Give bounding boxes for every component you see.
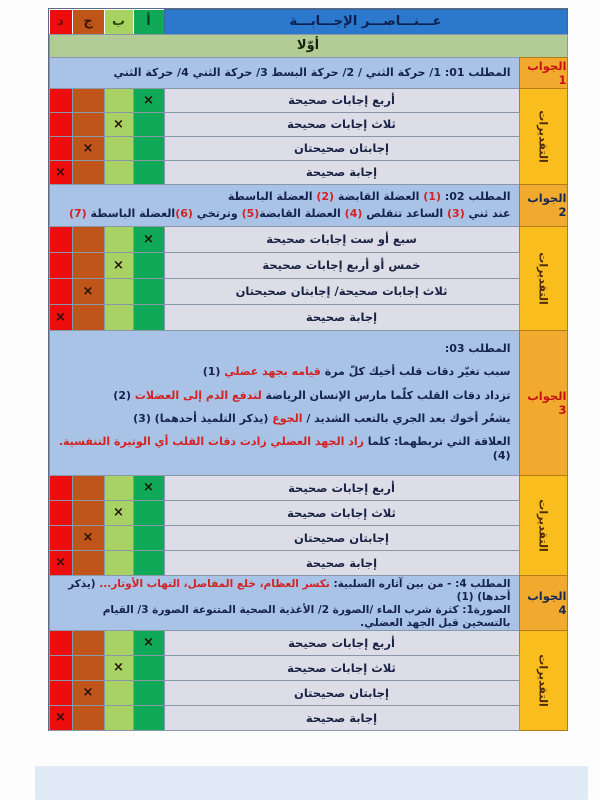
grade-column-cell-j xyxy=(72,136,105,161)
text-segment: يشعُر أخوك بعد الجري بالتعب الشديد / xyxy=(302,412,511,426)
grade-column-cell-a xyxy=(133,160,165,185)
grade-column-cell-d xyxy=(49,252,73,279)
grade-column-cell-a xyxy=(133,705,165,731)
taqdirat-column xyxy=(519,88,568,185)
grade-column-cell-j xyxy=(72,655,105,681)
text-segment: لتدفع الدم إلى العضلات xyxy=(134,388,262,402)
x-mark: × xyxy=(143,231,154,247)
x-mark: × xyxy=(113,505,124,520)
grade-column-cell-j xyxy=(72,475,105,501)
grade-column-cell-j xyxy=(72,680,105,706)
grade-column-cell-a xyxy=(133,680,165,706)
grade-column-cell-j xyxy=(72,278,105,305)
x-mark: × xyxy=(55,309,66,325)
text-segment: (1) xyxy=(423,189,441,203)
taqdirat-column xyxy=(519,226,568,331)
text-segment: (يذكر التلميذ أحدهما) (3) xyxy=(133,412,273,426)
rating-label: أربع إجابات صحيحة xyxy=(164,88,520,113)
x-mark: × xyxy=(82,530,94,545)
x-mark: × xyxy=(55,164,66,180)
rating-label: إجابة صحيحة xyxy=(164,304,520,331)
grade-column-cell-b xyxy=(104,136,134,161)
grade-column-cell-d xyxy=(49,226,73,253)
x-mark: × xyxy=(82,685,94,700)
text-segment: العضلة الباسطة xyxy=(86,206,176,220)
grade-column-cell-j xyxy=(72,226,105,253)
grade-column-cell-a xyxy=(133,655,165,681)
statement-line xyxy=(54,207,511,221)
x-mark: × xyxy=(143,635,154,650)
statement-line xyxy=(54,365,511,379)
grade-column-cell-d xyxy=(49,525,73,551)
grade-column-cell-b xyxy=(104,630,134,656)
rating-label: إجابتان صحيحتان xyxy=(164,680,520,706)
text-segment: المطلب 4: - من بين آثاره السلبية: xyxy=(329,577,511,590)
rating-label: ثلاث إجابات صحيحة xyxy=(164,112,520,137)
grade-column-cell-a xyxy=(133,226,165,253)
text-segment: (7) xyxy=(68,206,87,220)
grade-column-cell-d xyxy=(49,475,73,501)
taqdirat-column xyxy=(519,630,568,731)
text-segment: (6) xyxy=(175,206,193,220)
grade-column-cell-a xyxy=(133,630,165,656)
x-mark: × xyxy=(113,257,124,273)
grade-column-cell-b xyxy=(104,160,134,185)
answer-label: الجواب 1 xyxy=(519,57,568,89)
page-title: عـــنـــاصـــر الإجـــابـــة xyxy=(164,9,568,35)
grade-column-cell-d xyxy=(49,705,73,731)
grade-column-cell-a xyxy=(133,112,165,137)
matlab-statement xyxy=(49,57,520,89)
grade-column-cell-b xyxy=(104,252,134,279)
rating-label: إجابة صحيحة xyxy=(164,550,520,576)
grade-header-d: د xyxy=(49,9,73,35)
grade-header-a: أ xyxy=(133,9,165,35)
x-mark: × xyxy=(113,116,124,132)
statement-line xyxy=(54,190,511,204)
grade-column-cell-a xyxy=(133,500,165,526)
grade-column-cell-j xyxy=(72,304,105,331)
text-segment: (يذكر أحدها) (1) xyxy=(68,577,511,603)
grade-column-cell-j xyxy=(72,630,105,656)
grade-column-cell-j xyxy=(72,112,105,137)
grade-column-cell-a xyxy=(133,304,165,331)
grade-column-cell-a xyxy=(133,136,165,161)
x-mark: × xyxy=(82,283,94,299)
answer-table xyxy=(48,8,568,731)
grade-column-cell-j xyxy=(72,160,105,185)
statement-line xyxy=(54,412,511,426)
text-segment: قيامه بجهد عضلي xyxy=(224,365,321,379)
grade-column-cell-a xyxy=(133,550,165,576)
text-segment: سبب تغيّر دقات قلب أخيك كلّ مرة xyxy=(320,365,511,379)
taqdirat-label: التقديرات xyxy=(536,251,550,305)
grade-column-cell-j xyxy=(72,525,105,551)
grade-column-cell-a xyxy=(133,475,165,501)
grade-column-cell-b xyxy=(104,655,134,681)
grade-column-cell-b xyxy=(104,705,134,731)
text-segment: الجوع xyxy=(272,412,303,426)
statement-line xyxy=(54,578,511,604)
rating-label: ثلاث إجابات صحيحة/ إجابتان صحيحتان xyxy=(164,278,520,305)
text-segment: تكسر العظام، خلع المفاصل، التهاب الأوتار... xyxy=(99,577,330,590)
grade-column-cell-b xyxy=(104,680,134,706)
statement-line xyxy=(54,66,511,80)
text-segment: (3) xyxy=(447,206,465,220)
text-segment: عند ثني xyxy=(464,206,511,220)
taqdirat-label: التقديرات xyxy=(536,109,550,163)
grade-column-cell-j xyxy=(72,88,105,113)
answer-label: الجواب 2 xyxy=(519,184,568,227)
grade-column-cell-d xyxy=(49,680,73,706)
text-segment: العضلة القابضة xyxy=(259,206,345,220)
statement-line xyxy=(54,342,511,356)
text-segment: (4) xyxy=(492,449,511,463)
section-heading: أوّلا xyxy=(49,34,568,58)
grade-column-cell-d xyxy=(49,304,73,331)
grade-column-cell-a xyxy=(133,278,165,305)
grade-column-cell-d xyxy=(49,500,73,526)
grade-column-cell-b xyxy=(104,304,134,331)
grade-header-b: ب xyxy=(104,9,134,35)
grade-column-cell-d xyxy=(49,278,73,305)
text-segment: (2) xyxy=(113,388,135,402)
grade-column-cell-d xyxy=(49,136,73,161)
grade-column-cell-b xyxy=(104,226,134,253)
rating-label: إجابة صحيحة xyxy=(164,160,520,185)
statement-line xyxy=(54,389,511,403)
rating-label: أربع إجابات صحيحة xyxy=(164,630,520,656)
statement-line xyxy=(54,604,511,630)
text-segment: العضلة الباسطة xyxy=(227,189,317,203)
grade-column-cell-a xyxy=(133,88,165,113)
rating-label: إجابتان صحيحتان xyxy=(164,525,520,551)
text-segment: (4) xyxy=(344,206,363,220)
text-segment: (2) xyxy=(316,189,335,203)
rating-label: ثلاث إجابات صحيحة xyxy=(164,655,520,681)
grade-column-cell-d xyxy=(49,655,73,681)
grade-column-cell-j xyxy=(72,550,105,576)
taqdirat-label: التقديرات xyxy=(536,498,550,552)
answer-label: الجواب 3 xyxy=(519,330,568,476)
grade-column-cell-j xyxy=(72,252,105,279)
grade-column-cell-b xyxy=(104,500,134,526)
rating-label: خمس أو أربع إجابات صحيحة xyxy=(164,252,520,279)
grade-column-cell-d xyxy=(49,630,73,656)
x-mark: × xyxy=(143,92,154,108)
matlab-statement xyxy=(49,575,520,631)
grade-column-cell-d xyxy=(49,88,73,113)
rating-label: ثلاث إجابات صحيحة xyxy=(164,500,520,526)
matlab-statement xyxy=(49,330,520,476)
text-segment: تزداد دقات القلب كلّما مارس الإنسان الرياضة xyxy=(261,388,511,402)
grade-column-cell-b xyxy=(104,550,134,576)
grade-header-j: ج xyxy=(72,9,105,35)
text-segment: المطلب 01: 1/ حركة الثني / 2/ حركة البسط 3/ حركة الثني 4/ حركة الثني xyxy=(113,65,511,79)
taqdirat-label: التقديرات xyxy=(536,653,550,707)
grade-column-cell-d xyxy=(49,160,73,185)
grade-column-cell-j xyxy=(72,500,105,526)
text-segment: زاد الجهد العضلي زادت دقات القلب أي الوتيرة التنفسية. xyxy=(58,435,364,449)
x-mark: × xyxy=(82,140,94,156)
matlab-statement xyxy=(49,184,520,227)
text-segment: العلاقة التي تربطهما: كلما xyxy=(363,435,511,449)
grade-column-cell-b xyxy=(104,112,134,137)
text-segment: الساعد تتقلص xyxy=(362,206,447,220)
text-segment: المطلب 03: xyxy=(444,342,511,356)
x-mark: × xyxy=(143,480,154,495)
rating-label: أربع إجابات صحيحة xyxy=(164,475,520,501)
answer-label: الجواب 4 xyxy=(519,575,568,631)
grade-column-cell-d xyxy=(49,112,73,137)
rating-label: سبع أو ست إجابات صحيحة xyxy=(164,226,520,253)
x-mark: × xyxy=(55,555,66,570)
text-segment: المطلب 02: xyxy=(440,189,511,203)
grade-column-cell-j xyxy=(72,705,105,731)
rating-label: إجابة صحيحة xyxy=(164,705,520,731)
statement-line xyxy=(54,435,511,463)
text-segment: وترتخي xyxy=(192,206,242,220)
grade-column-cell-b xyxy=(104,88,134,113)
grade-column-cell-b xyxy=(104,525,134,551)
grade-column-cell-b xyxy=(104,278,134,305)
grade-column-cell-a xyxy=(133,252,165,279)
grade-column-cell-a xyxy=(133,525,165,551)
rating-label: إجابتان صحيحتان xyxy=(164,136,520,161)
text-segment: العضلة القابضة xyxy=(334,189,424,203)
x-mark: × xyxy=(113,660,124,675)
next-section-placeholder xyxy=(35,766,588,800)
grade-column-cell-b xyxy=(104,475,134,501)
taqdirat-column xyxy=(519,475,568,576)
text-segment: الصورة1: كثرة شرب الماء /الصورة 2/ الأغذية الصحية المتنوعة الصورة 3/ القيام بالتسخين قبل الجهد العضلي. xyxy=(102,603,511,629)
grade-column-cell-d xyxy=(49,550,73,576)
text-segment: (1) xyxy=(202,365,225,379)
x-mark: × xyxy=(55,710,66,725)
text-segment: (5) xyxy=(241,206,260,220)
